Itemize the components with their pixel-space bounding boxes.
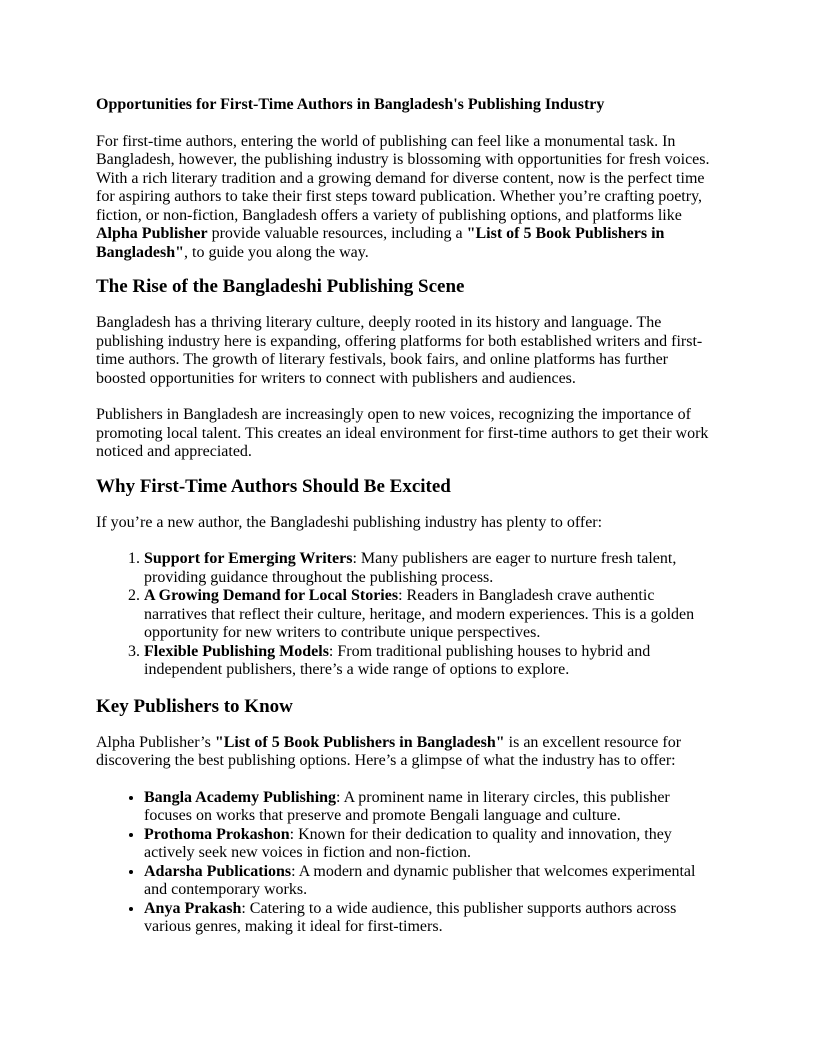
section-key-publishers-paragraph <box>96 734 720 771</box>
intro-text-3: , to guide you along the way. <box>184 243 369 261</box>
list-item-text: : A prominent name in literary circles, this publisher focuses on works that preserve and promote Bengali language and culture. <box>144 788 670 824</box>
list-item <box>144 587 720 643</box>
list-item-title: A Growing Demand for Local Stories <box>144 587 399 604</box>
intro-text-2: provide valuable resources, including a <box>207 225 467 242</box>
key-publishers-text-2: is an excellent resource for discovering the best publishing options. Here’s a glimpse of what the industry has to offer: <box>96 733 682 769</box>
list-item <box>144 550 720 587</box>
intro-bold-list: "List of 5 Book Publishers in Bangladesh" <box>96 225 665 261</box>
key-publishers-text-1: Alpha Publisher’s <box>96 733 215 751</box>
list-item <box>144 826 720 863</box>
list-item <box>144 789 720 826</box>
list-item-title: Flexible Publishing Models <box>144 642 329 660</box>
list-item-text: : Readers in Bangladesh crave authentic narratives that reflect their culture, heritage, and modern experiences. This is a golden opportunity for new writers to contribute unique perspectives. <box>144 587 695 641</box>
document-page <box>96 96 720 953</box>
list-item-text: : From traditional publishing houses to hybrid and independent publishers, there’s a wide range of options to explore. <box>144 642 651 678</box>
section-heading-rise: The Rise of the Bangladeshi Publishing Scene <box>96 276 465 297</box>
intro-paragraph <box>96 133 720 263</box>
section-why-paragraph: If you’re a new author, the Bangladeshi publishing industry has plenty to offer: <box>96 513 603 531</box>
section-rise-paragraph-1: Bangladesh has a thriving literary culture, deeply rooted in its history and language. The publishing industry here is expanding, offering platforms for both established writers and first-time authors. The growth of literary festivals, book fairs, and online platforms has further boosted opportunities for writers to connect with publishers and audiences. <box>96 314 703 387</box>
section-heading-key-publishers: Key Publishers to Know <box>96 695 293 717</box>
numbered-list <box>96 550 720 680</box>
list-item-text: : Known for their dedication to quality and innovation, they actively seek new voices in fiction and non-fiction. <box>144 825 672 861</box>
list-item <box>144 900 720 937</box>
list-item-title: Anya Prakash <box>144 899 242 917</box>
key-publishers-bold-list: "List of 5 Book Publishers in Bangladesh" <box>214 733 505 751</box>
list-item-text: : Catering to a wide audience, this publisher supports authors across various genres, making it ideal for first-timers. <box>144 899 677 935</box>
list-item <box>144 863 720 900</box>
list-item-title: Bangla Academy Publishing <box>144 788 337 806</box>
list-item-title: Adarsha Publications <box>144 862 292 880</box>
list-item-text: : A modern and dynamic publisher that welcomes experimental and contemporary works. <box>144 862 696 898</box>
list-item <box>144 643 720 680</box>
section-rise-paragraph-2: Publishers in Bangladesh are increasingly open to new voices, recognizing the importance of promoting local talent. This creates an ideal environment for first-time authors to get their work noticed and appreciated. <box>96 406 709 460</box>
document-title: Opportunities for First-Time Authors in Bangladesh's Publishing Industry <box>96 96 605 113</box>
list-item-title: Support for Emerging Writers <box>144 550 353 567</box>
bullet-list <box>96 789 720 937</box>
list-item-title: Prothoma Prokashon <box>144 825 290 843</box>
intro-bold-alpha-publisher: Alpha Publisher <box>96 225 208 242</box>
list-item-text: : Many publishers are eager to nurture fresh talent, providing guidance throughout the publishing process. <box>144 550 677 586</box>
intro-text-1: For first-time authors, entering the world of publishing can feel like a monumental task. In Bangladesh, however, the publishing industry is blossoming with opportunities for fresh voices. With a rich literary tradition and a growing demand for diverse content, now is the perfect time for aspiring authors to take their first steps toward publication. Whether you’re crafting poetry, fiction, or non-fiction, Bangladesh offers a variety of publishing options, and platforms like <box>96 132 710 224</box>
section-heading-why: Why First-Time Authors Should Be Excited <box>96 475 451 497</box>
